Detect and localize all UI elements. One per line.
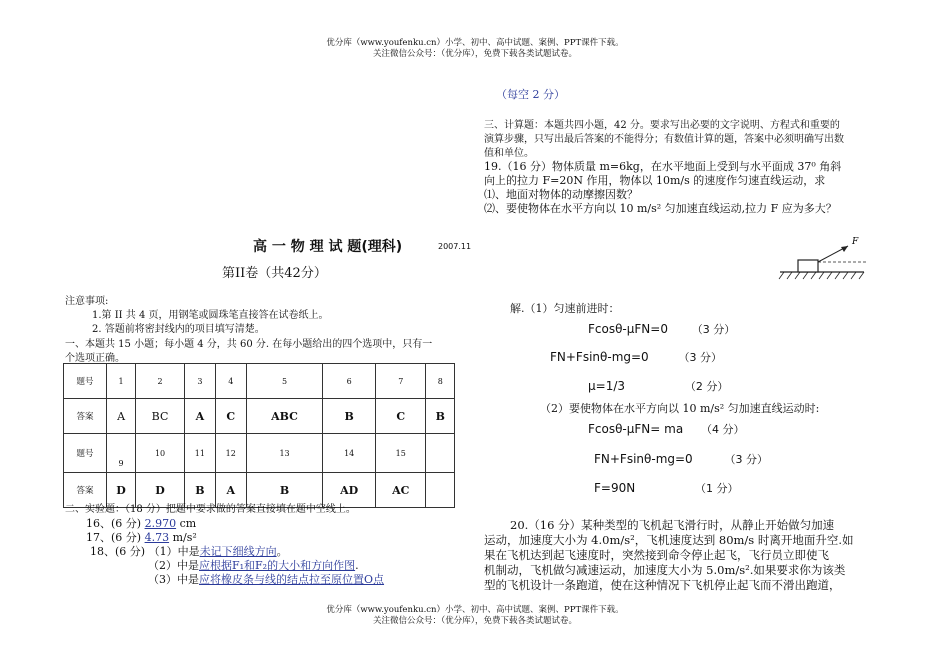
q18-part2-prefix: （2）中是 (148, 559, 199, 572)
q18-part1-prefix: （1）中是 (148, 545, 200, 558)
eq4-text: Fcosθ-μFN= ma (588, 422, 684, 436)
q20-line-3: 果在飞机达到起飞速度时，突然接到命令停止起飞，飞行员立即使飞 (484, 548, 829, 562)
question-number: 7 (376, 364, 426, 399)
question-number: 3 (184, 364, 215, 399)
answer-cell: D (107, 473, 136, 508)
equation-2 (550, 349, 722, 365)
row-label-question: 题号 (64, 434, 107, 473)
eq1-text: Fcosθ-μFN=0 (588, 322, 668, 336)
q18-part1-answer: 未记下细线方向 (199, 545, 277, 558)
header-line-1: 优分库（www.youfenku.cn）小学、初中、高中试题、案例、PPT课件下载。 (326, 38, 624, 48)
answer-cell: C (215, 399, 246, 434)
row-label-question: 题号 (64, 364, 107, 399)
answer-cell: B (323, 399, 376, 434)
q18-part3-prefix: （3）中是 (148, 573, 199, 586)
q20-line-1: 20.（16 分）某种类型的飞机起飞滑行时，从静止开始做匀加速 (510, 518, 835, 532)
equation-3 (588, 378, 728, 394)
q16-unit: cm (179, 517, 197, 530)
footer-line-1: 优分库（www.youfenku.cn）小学、初中、高中试题、案例、PPT课件下载。 (326, 605, 624, 615)
q16-prefix: 16、(6 分) (86, 517, 142, 530)
answer-cell: C (376, 399, 426, 434)
q18-part1-end: 。 (276, 545, 288, 558)
eq4-score: （4 分） (701, 423, 745, 436)
eq3-text: μ=1/3 (588, 379, 626, 393)
q19-line-2: 向上的拉力 F=20N 作用，物体以 10m/s 的速度作匀速直线运动，求 (484, 174, 826, 187)
question-number: 9 (107, 434, 136, 473)
question-number: 13 (246, 434, 323, 473)
answer-cell: D (136, 473, 185, 508)
exam-date: 2007.11 (438, 242, 472, 251)
q18-part3-answer: 应将橡皮条与线的结点拉至原位置O点 (199, 573, 385, 586)
eq5-score: （3 分） (724, 453, 769, 466)
note-2: 2. 答题前将密封线内的项目填写清楚。 (92, 324, 265, 335)
answer-cell: AC (376, 473, 426, 508)
q18-line-3 (148, 571, 384, 587)
question-number: 14 (323, 434, 376, 473)
question-number: 10 (136, 434, 185, 473)
ground-hatch (779, 272, 864, 279)
q20-line-2: 运动，加速度大小为 4.0m/s²，飞机速度达到 80m/s 时离开地面升空.如 (484, 533, 854, 547)
question-number: 6 (323, 364, 376, 399)
q18-prefix: 18、(6 分) (90, 545, 146, 558)
question-number: 4 (215, 364, 246, 399)
question-number: 8 (426, 364, 455, 399)
eq3-score: （2 分） (684, 380, 729, 393)
question-number: 1 (107, 364, 136, 399)
score-note: （每空 2 分） (496, 88, 565, 101)
solution-line-2: （2）要使物体在水平方向以 10 m/s² 匀加速直线运动时: (540, 402, 820, 415)
row-label-answer: 答案 (64, 473, 107, 508)
answer-cell: AD (323, 473, 376, 508)
answer-cell (426, 473, 455, 508)
eq6-text: F=90N (594, 481, 636, 495)
block (798, 260, 818, 272)
section2-heading: 二、实验题：（18 分）把题中要求做的答案直接填在题中空线上。 (65, 504, 356, 515)
q20-line-4: 机制动，飞机做匀减速运动，加速度大小为 5.0m/s².如果要求你为该类 (484, 563, 846, 577)
force-label: F (852, 237, 859, 247)
note-1: 1.第 II 共 4 页，用钢笔或圆珠笔直接答在试卷纸上。 (92, 310, 329, 321)
equation-5 (594, 451, 768, 467)
eq2-text: FN+Fsinθ-mg=0 (550, 350, 649, 364)
table-row-questions-2 (64, 434, 455, 473)
answer-cell: B (426, 399, 455, 434)
question-number (426, 434, 455, 473)
answer-table (63, 363, 455, 508)
q18-part2-answer: 应根据F₁和F₂的大小和方向作图 (199, 559, 356, 572)
section3-line-3: 值和单位。 (484, 148, 534, 159)
section3-line-1: 三、计算题：本题共四小题，42 分。要求写出必要的文字说明、方程式和重要的 (484, 120, 840, 131)
q19-line-3: ⑴、地面对物体的动摩擦因数？ (484, 188, 638, 201)
q17-answer: 4.73 (144, 531, 170, 544)
equation-1 (588, 321, 735, 337)
exam-title: 高 一 物 理 试 题(理科) (253, 239, 403, 255)
equation-4 (588, 421, 745, 437)
answer-cell: A (184, 399, 215, 434)
section1-line-1: 一、本题共 15 小题；每小题 4 分，共 60 分. 在每小题给出的四个选项中，只有一 (65, 339, 433, 350)
question-number: 15 (376, 434, 426, 473)
answer-cell: A (107, 399, 136, 434)
question-number: 11 (184, 434, 215, 473)
footer-line-2: 关注微信公众号：（优分库），免费下载各类试题试卷。 (372, 616, 577, 626)
eq1-score: （3 分） (691, 323, 736, 336)
table-row-answers-1 (64, 399, 455, 434)
eq6-score: （1 分） (695, 482, 739, 495)
question-number: 2 (136, 364, 185, 399)
row-label-answer: 答案 (64, 399, 107, 434)
q18-part2-end: . (355, 559, 359, 572)
q16-answer: 2.970 (144, 517, 177, 530)
section1-line-2: 个选项正确。 (65, 353, 125, 364)
answer-cell: A (215, 473, 246, 508)
q19-line-1: 19.（16 分）物体质量 m=6kg，在水平地面上受到与水平面成 37⁰ 角斜 (484, 160, 842, 173)
q20-line-5: 型的飞机设计一条跑道，使在这种情况下飞机停止起飞而不滑出跑道， (484, 578, 841, 592)
page-footer (0, 605, 950, 627)
answer-cell: BC (136, 399, 185, 434)
q17-prefix: 17、(6 分) (86, 531, 142, 544)
header-line-2: 关注微信公众号：（优分库），免费下载各类试题试卷。 (372, 49, 577, 59)
notes-heading: 注意事项: (65, 296, 109, 307)
q19-line-4: ⑵、要使物体在水平方向以 10 m/s² 匀加速直线运动,拉力 F 应为多大？ (484, 202, 837, 215)
paper-subtitle: 第II卷（共42分） (222, 266, 327, 281)
q17-unit: m/s² (172, 531, 197, 544)
eq2-score: （3 分） (678, 351, 723, 364)
eq5-text: FN+Fsinθ-mg=0 (594, 452, 693, 466)
question-number: 5 (246, 364, 323, 399)
section3-line-2: 演算步骤，只写出最后答案的不能得分；有数值计算的题，答案中必须明确写出数 (484, 134, 844, 145)
page-header (0, 38, 950, 60)
answer-cell: B (184, 473, 215, 508)
question-number: 12 (215, 434, 246, 473)
solution-line-1: 解.（1）匀速前进时： (510, 302, 620, 315)
equation-6 (594, 480, 739, 496)
block-on-ground-figure (776, 234, 870, 286)
table-row-questions-1 (64, 364, 455, 399)
answer-cell: ABC (246, 399, 323, 434)
answer-cell: B (246, 473, 323, 508)
